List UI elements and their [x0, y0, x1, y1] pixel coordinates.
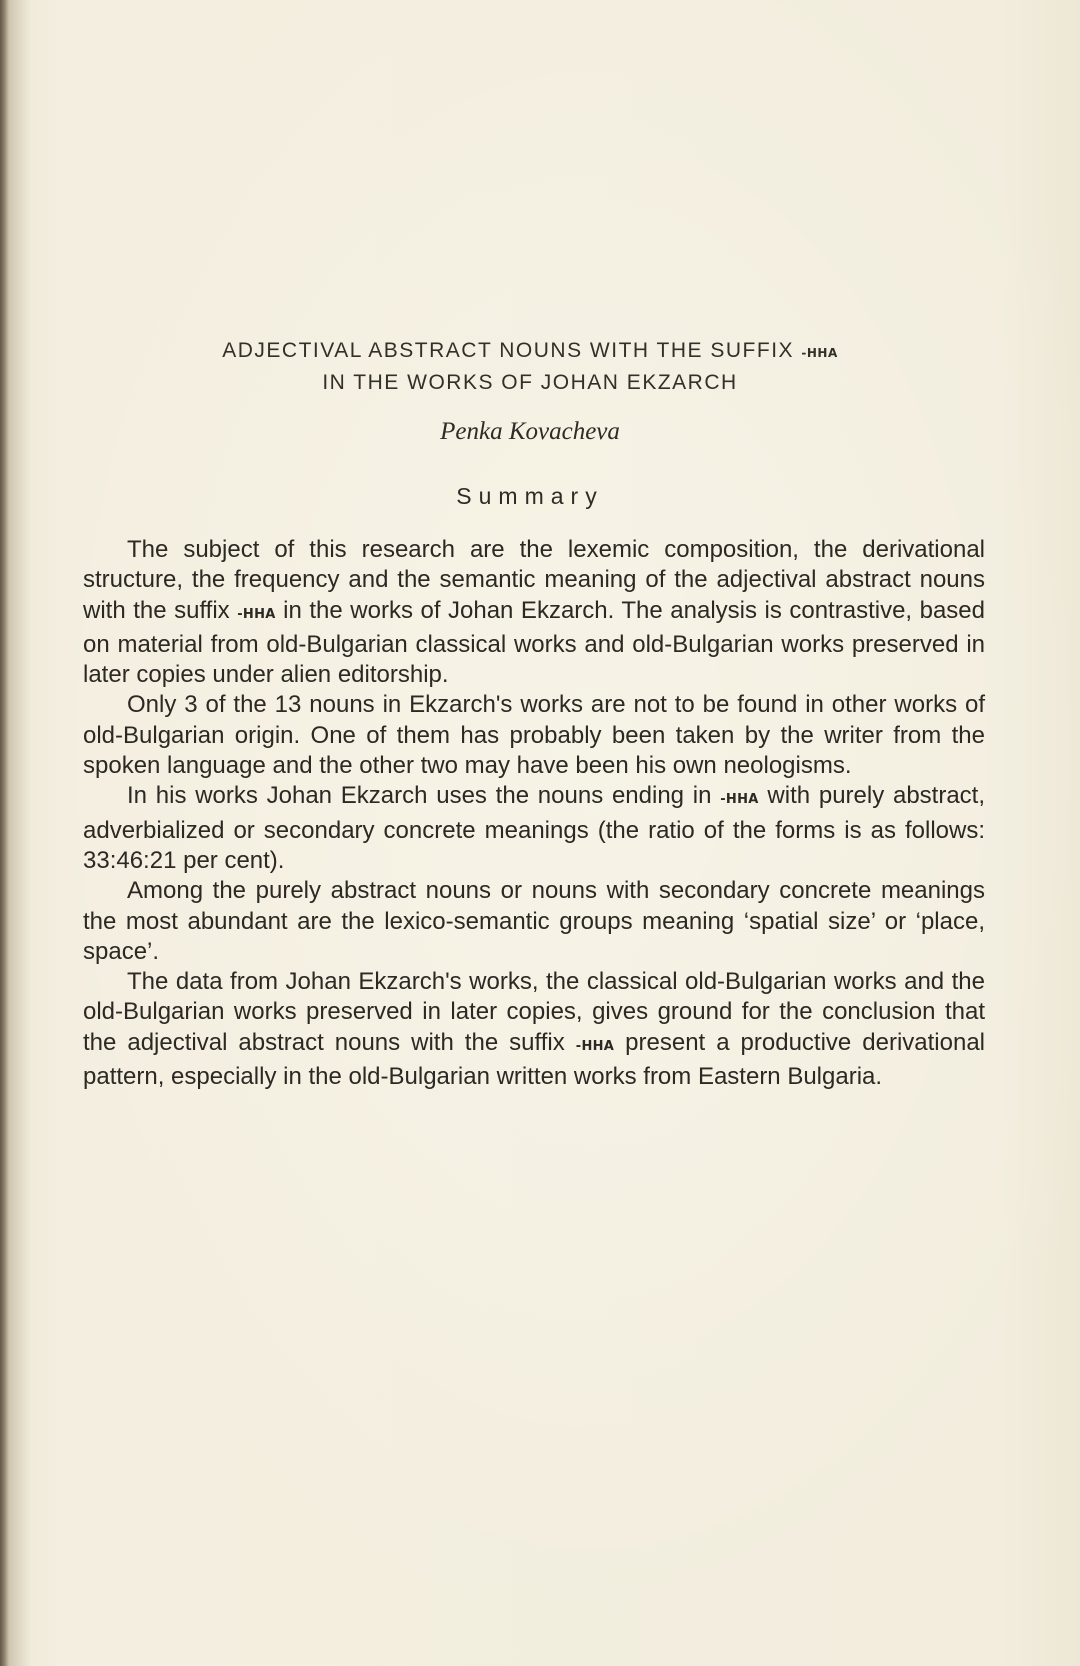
article-title [130, 336, 930, 397]
inline-suffix: -ННА [237, 606, 276, 622]
paragraph-5-part-a: The data from Johan Ekzarch's works, the classical old-Bulgarian works and the old-Bulgarian works preserved in later copies, gives ground for the conclusion that the adjectival abstract nouns with the suffix [83, 968, 985, 1056]
paragraph-5 [83, 967, 985, 1092]
title-suffix: -ННА [801, 346, 838, 360]
paragraph-5-part-b: present a productive derivational pattern, especially in the old-Bulgarian written works from Eastern Bulgaria. [83, 1028, 986, 1091]
summary-body [83, 535, 985, 1092]
paragraph-1 [83, 535, 985, 690]
book-spine-edge [0, 0, 9, 1666]
paragraph-1-part-b: in the works of Johan Ekzarch. The analysis is contrastive, based on material from old-Bulgarian classical works and old-Bulgarian works preserved in later copies under alien editorship. [83, 596, 985, 689]
inline-suffix: -ННА [720, 792, 759, 808]
paragraph-2: Only 3 of the 13 nouns in Ekzarch's works are not to be found in other works of old-Bulgarian origin. One of them has probably been taken by the writer from the spoken language and the other two may have been his own neologisms. [83, 691, 985, 780]
author-name: Penka Kovacheva [440, 418, 620, 445]
paragraph-3-part-b: with purely abstract, adverbialized or secondary concrete meanings (the ratio of the forms is as follows: 33:46:21 per cent). [83, 782, 986, 874]
summary-heading: Summary [456, 483, 604, 509]
inline-suffix: -ННА [575, 1038, 615, 1054]
spine-shadow [9, 0, 31, 1666]
title-line-1-text: ADJECTIVAL ABSTRACT NOUNS WITH THE SUFFIX [222, 339, 795, 362]
title-line-2: IN THE WORKS OF JOHAN EKZARCH [322, 371, 738, 394]
paragraph-1-part-a: The subject of this research are the lexemic composition, the derivational structure, the frequency and the semantic meaning of the adjectival abstract nouns with the suffix [83, 536, 985, 624]
title-line-1 [130, 336, 930, 368]
paragraph-3-part-a: In his works Johan Ekzarch uses the nouns ending in [127, 782, 712, 810]
paragraph-3 [83, 781, 985, 876]
paragraph-4: Among the purely abstract nouns or nouns with secondary concrete meanings the most abundant are the lexico-semantic groups meaning ‘spatial size’ or ‘place, space’. [83, 877, 985, 965]
